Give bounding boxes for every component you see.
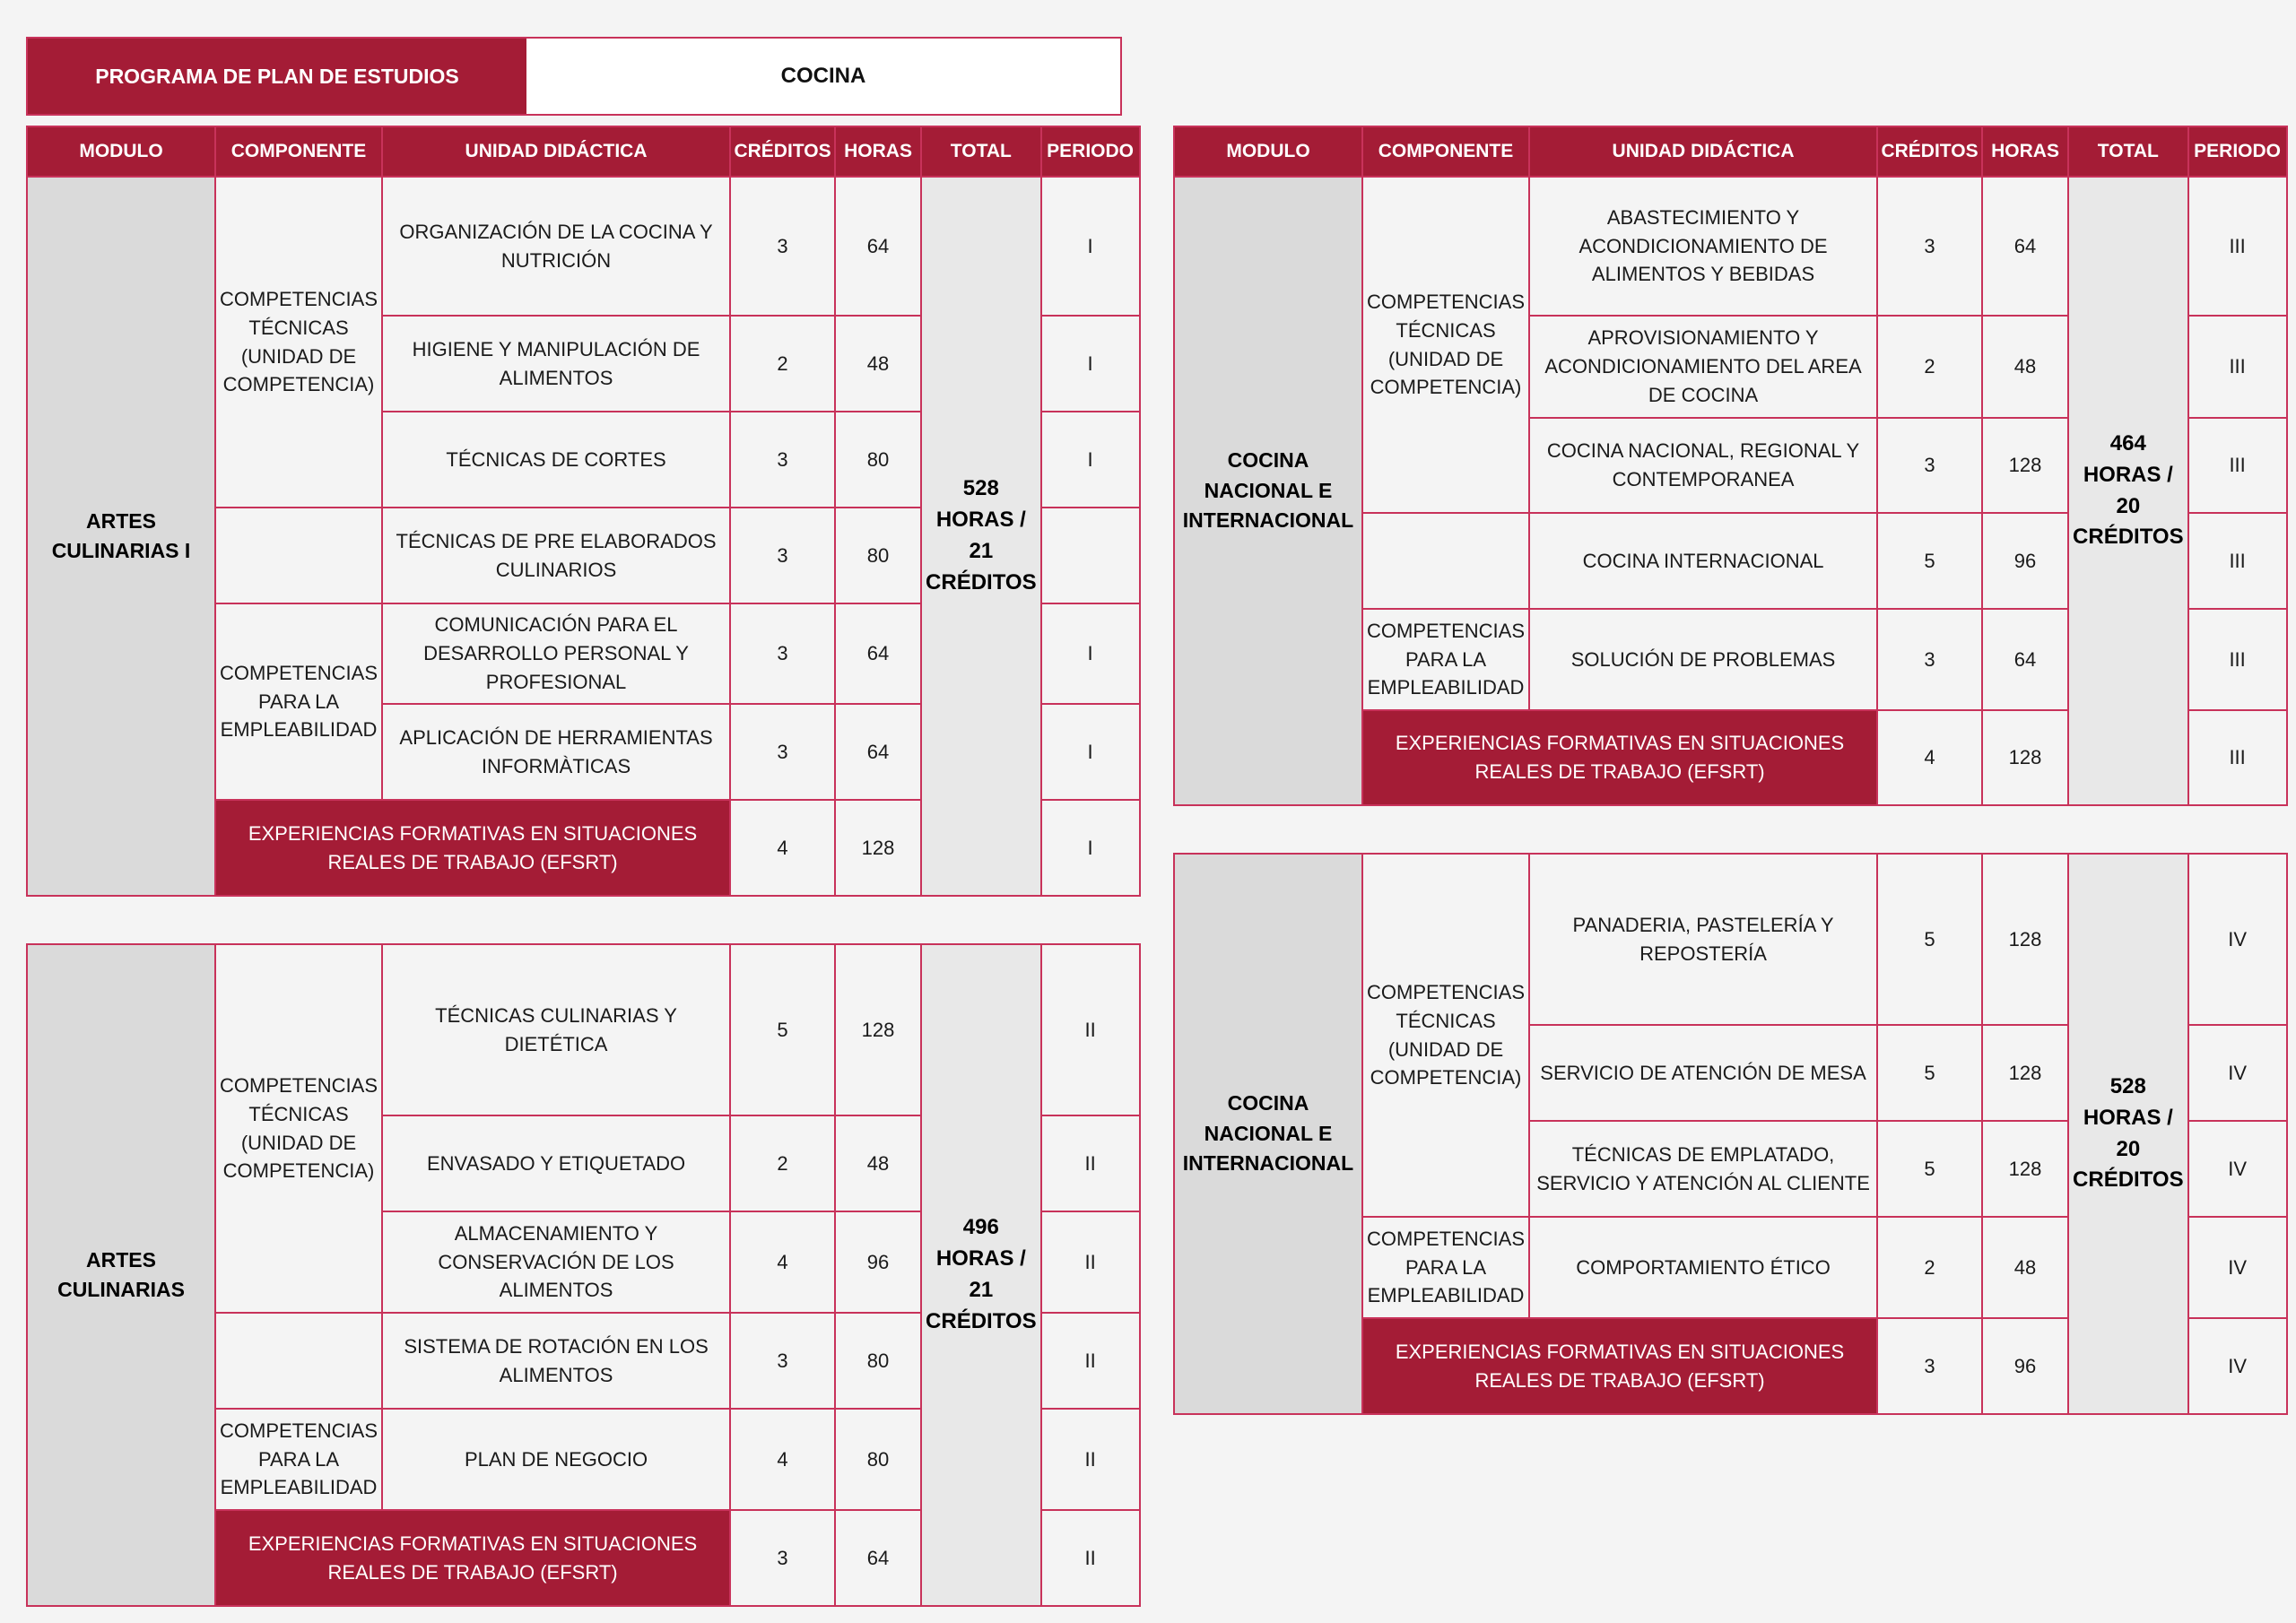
module-name: COCINA NACIONAL E INTERNACIONAL — [1174, 177, 1362, 805]
period-value: IV — [2188, 1217, 2287, 1318]
column-header-periodo: PERIODO — [1041, 126, 1140, 177]
table-row — [27, 177, 1140, 316]
credits-value: 5 — [1877, 513, 1982, 609]
column-header-horas: HORAS — [835, 126, 921, 177]
hours-value: 96 — [835, 1211, 921, 1313]
credits-value: 3 — [1877, 609, 1982, 710]
efsrt-label: EXPERIENCIAS FORMATIVAS EN SITUACIONES REALES DE TRABAJO (EFSRT) — [215, 1510, 730, 1606]
unit-name: SISTEMA DE ROTACIÓN EN LOS ALIMENTOS — [382, 1313, 730, 1409]
hours-value: 64 — [835, 603, 921, 704]
period-value: II — [1041, 1409, 1140, 1510]
column-header-componente: COMPONENTE — [1362, 126, 1529, 177]
unit-name: APROVISIONAMIENTO Y ACONDICIONAMIENTO DEL AREA DE COCINA — [1529, 316, 1877, 418]
unit-name: COMUNICACIÓN PARA EL DESARROLLO PERSONAL Y PROFESIONAL — [382, 603, 730, 704]
period-value: I — [1041, 412, 1140, 508]
unit-name: PLAN DE NEGOCIO — [382, 1409, 730, 1510]
period-value: I — [1041, 603, 1140, 704]
hours-value: 128 — [835, 800, 921, 896]
module-total: 464 HORAS / 20 CRÉDITOS — [2068, 177, 2188, 805]
module-total: 496 HORAS / 21 CRÉDITOS — [921, 944, 1041, 1606]
efsrt-label: EXPERIENCIAS FORMATIVAS EN SITUACIONES REALES DE TRABAJO (EFSRT) — [215, 800, 730, 896]
credits-value: 5 — [1877, 1025, 1982, 1121]
component-empty — [215, 508, 382, 603]
credits-value: 3 — [730, 603, 835, 704]
table-header-row — [1174, 126, 2287, 177]
document-title-bar — [26, 37, 1122, 116]
unit-name: TÉCNICAS CULINARIAS Y DIETÉTICA — [382, 944, 730, 1115]
period-value: I — [1041, 177, 1140, 316]
period-value: II — [1041, 1313, 1140, 1409]
credits-value: 2 — [1877, 1217, 1982, 1318]
period-value: II — [1041, 1211, 1140, 1313]
component-employability: COMPETENCIAS PARA LA EMPLEABILIDAD — [215, 1409, 382, 1510]
hours-value: 64 — [835, 1510, 921, 1606]
component-employability: COMPETENCIAS PARA LA EMPLEABILIDAD — [1362, 1217, 1529, 1318]
unit-name: PANADERIA, PASTELERÍA Y REPOSTERÍA — [1529, 854, 1877, 1025]
hours-value: 80 — [835, 508, 921, 603]
period-value: III — [2188, 418, 2287, 513]
credits-value: 3 — [730, 508, 835, 603]
period-value: III — [2188, 513, 2287, 609]
table-row — [1174, 177, 2287, 316]
table-row — [27, 944, 1140, 1115]
document-title: PROGRAMA DE PLAN DE ESTUDIOS — [28, 39, 526, 114]
credits-value: 3 — [730, 704, 835, 800]
hours-value: 48 — [835, 316, 921, 412]
hours-value: 48 — [1982, 316, 2068, 418]
hours-value: 48 — [1982, 1217, 2068, 1318]
hours-value: 80 — [835, 1313, 921, 1409]
efsrt-label: EXPERIENCIAS FORMATIVAS EN SITUACIONES REALES DE TRABAJO (EFSRT) — [1362, 710, 1877, 805]
credits-value: 3 — [730, 412, 835, 508]
column-header-creditos: CRÉDITOS — [1877, 126, 1982, 177]
credits-value: 5 — [1877, 1121, 1982, 1217]
hours-value: 64 — [1982, 609, 2068, 710]
unit-name: HIGIENE Y MANIPULACIÓN DE ALIMENTOS — [382, 316, 730, 412]
hours-value: 128 — [1982, 1025, 2068, 1121]
unit-name: SOLUCIÓN DE PROBLEMAS — [1529, 609, 1877, 710]
period-value: I — [1041, 316, 1140, 412]
module-name: COCINA NACIONAL E INTERNACIONAL — [1174, 854, 1362, 1414]
period-value: II — [1041, 1115, 1140, 1211]
component-technical: COMPETENCIAS TÉCNICAS (UNIDAD DE COMPETENCIA) — [215, 944, 382, 1313]
table-header-row — [27, 126, 1140, 177]
period-value: IV — [2188, 1025, 2287, 1121]
module-table-artes-culinarias-i — [26, 126, 1141, 897]
column-header-unidad: UNIDAD DIDÁCTICA — [1529, 126, 1877, 177]
component-empty — [215, 1313, 382, 1409]
unit-name: ALMACENAMIENTO Y CONSERVACIÓN DE LOS ALIMENTOS — [382, 1211, 730, 1313]
hours-value: 128 — [1982, 710, 2068, 805]
unit-name: COMPORTAMIENTO ÉTICO — [1529, 1217, 1877, 1318]
hours-value: 64 — [835, 704, 921, 800]
hours-value: 80 — [835, 412, 921, 508]
credits-value: 2 — [730, 1115, 835, 1211]
module-name: ARTES CULINARIAS — [27, 944, 215, 1606]
column-header-total: TOTAL — [2068, 126, 2188, 177]
unit-name: ORGANIZACIÓN DE LA COCINA Y NUTRICIÓN — [382, 177, 730, 316]
module-name: ARTES CULINARIAS I — [27, 177, 215, 896]
unit-name: SERVICIO DE ATENCIÓN DE MESA — [1529, 1025, 1877, 1121]
period-value: IV — [2188, 854, 2287, 1025]
period-value: I — [1041, 800, 1140, 896]
period-value: III — [2188, 316, 2287, 418]
column-header-total: TOTAL — [921, 126, 1041, 177]
period-value: IV — [2188, 1121, 2287, 1217]
module-table-artes-culinarias — [26, 943, 1141, 1607]
unit-name: COCINA NACIONAL, REGIONAL Y CONTEMPORANEA — [1529, 418, 1877, 513]
unit-name: APLICACIÓN DE HERRAMIENTAS INFORMÀTICAS — [382, 704, 730, 800]
column-header-horas: HORAS — [1982, 126, 2068, 177]
hours-value: 48 — [835, 1115, 921, 1211]
unit-name: TÉCNICAS DE PRE ELABORADOS CULINARIOS — [382, 508, 730, 603]
credits-value: 2 — [1877, 316, 1982, 418]
column-header-periodo: PERIODO — [2188, 126, 2287, 177]
credits-value: 5 — [730, 944, 835, 1115]
credits-value: 3 — [730, 1313, 835, 1409]
column-header-modulo: MODULO — [1174, 126, 1362, 177]
period-value: III — [2188, 177, 2287, 316]
component-technical: COMPETENCIAS TÉCNICAS (UNIDAD DE COMPETENCIA) — [1362, 177, 1529, 513]
credits-value: 3 — [730, 1510, 835, 1606]
unit-name: TÉCNICAS DE CORTES — [382, 412, 730, 508]
hours-value: 128 — [1982, 854, 2068, 1025]
hours-value: 80 — [835, 1409, 921, 1510]
column-header-componente: COMPONENTE — [215, 126, 382, 177]
period-value — [1041, 508, 1140, 603]
module-table-cocina-nacional-iv — [1173, 853, 2288, 1415]
period-value: III — [2188, 609, 2287, 710]
credits-value: 4 — [730, 800, 835, 896]
credits-value: 3 — [730, 177, 835, 316]
credits-value: 5 — [1877, 854, 1982, 1025]
component-empty — [1362, 513, 1529, 609]
hours-value: 128 — [1982, 418, 2068, 513]
component-technical: COMPETENCIAS TÉCNICAS (UNIDAD DE COMPETENCIA) — [215, 177, 382, 508]
unit-name: TÉCNICAS DE EMPLATADO, SERVICIO Y ATENCIÓN AL CLIENTE — [1529, 1121, 1877, 1217]
period-value: III — [2188, 710, 2287, 805]
column-header-modulo: MODULO — [27, 126, 215, 177]
period-value: II — [1041, 944, 1140, 1115]
hours-value: 128 — [1982, 1121, 2068, 1217]
component-employability: COMPETENCIAS PARA LA EMPLEABILIDAD — [1362, 609, 1529, 710]
credits-value: 2 — [730, 316, 835, 412]
unit-name: ENVASADO Y ETIQUETADO — [382, 1115, 730, 1211]
hours-value: 64 — [835, 177, 921, 316]
unit-name: ABASTECIMIENTO Y ACONDICIONAMIENTO DE ALIMENTOS Y BEBIDAS — [1529, 177, 1877, 316]
column-header-creditos: CRÉDITOS — [730, 126, 835, 177]
credits-value: 3 — [1877, 418, 1982, 513]
period-value: IV — [2188, 1318, 2287, 1414]
credits-value: 3 — [1877, 1318, 1982, 1414]
module-table-cocina-nacional-iii — [1173, 126, 2288, 806]
column-header-unidad: UNIDAD DIDÁCTICA — [382, 126, 730, 177]
hours-value: 64 — [1982, 177, 2068, 316]
hours-value: 96 — [1982, 1318, 2068, 1414]
hours-value: 128 — [835, 944, 921, 1115]
program-name: COCINA — [780, 64, 866, 88]
credits-value: 4 — [1877, 710, 1982, 805]
table-row — [1174, 854, 2287, 1025]
module-total: 528 HORAS / 21 CRÉDITOS — [921, 177, 1041, 896]
credits-value: 4 — [730, 1409, 835, 1510]
component-technical: COMPETENCIAS TÉCNICAS (UNIDAD DE COMPETENCIA) — [1362, 854, 1529, 1217]
period-value: II — [1041, 1510, 1140, 1606]
efsrt-label: EXPERIENCIAS FORMATIVAS EN SITUACIONES REALES DE TRABAJO (EFSRT) — [1362, 1318, 1877, 1414]
credits-value: 3 — [1877, 177, 1982, 316]
component-employability: COMPETENCIAS PARA LA EMPLEABILIDAD — [215, 603, 382, 800]
period-value: I — [1041, 704, 1140, 800]
hours-value: 96 — [1982, 513, 2068, 609]
module-total: 528 HORAS / 20 CRÉDITOS — [2068, 854, 2188, 1414]
credits-value: 4 — [730, 1211, 835, 1313]
unit-name: COCINA INTERNACIONAL — [1529, 513, 1877, 609]
